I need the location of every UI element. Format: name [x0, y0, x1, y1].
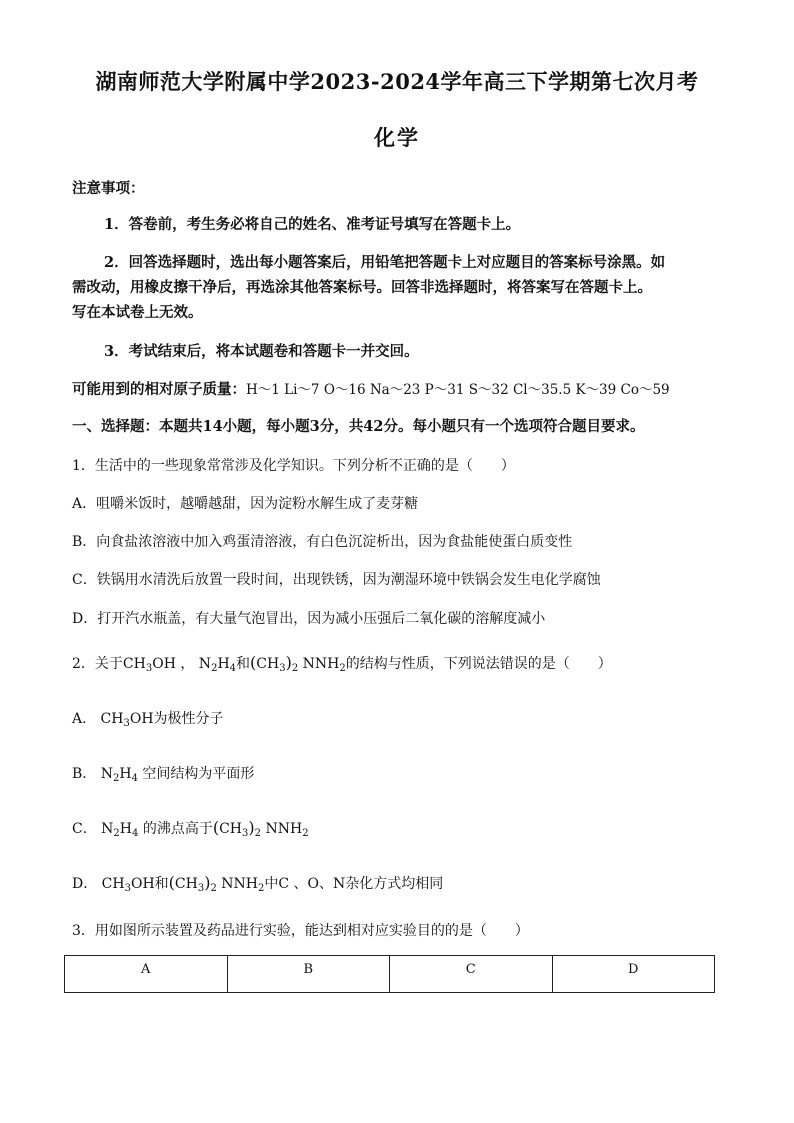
notice-item-3: 3．考试结束后，将本试题卷和答题卡一并交回。 — [104, 343, 419, 360]
q2-option-a-text: 为极性分子 — [153, 711, 224, 727]
table-cell-c: C — [390, 956, 553, 993]
q2-option-c: C． $N_2H_4$ 的沸点高于$(CH_3)_2$ $NNH_2$ — [72, 818, 309, 839]
q2-option-c-text: 的沸点高于 — [142, 821, 213, 837]
subject-title: 化学 — [374, 125, 420, 150]
q2-stem: 2．关于$CH_3OH$ ， $N_2H_4$和$(CH_3)_2$ $NNH_2$的结构与性质，下列说法错误的是（ ） — [72, 653, 612, 674]
exam-title: 湖南师范大学附属中学2023-2024学年高三下学期第七次月考 — [95, 69, 699, 94]
q3-stem: 3．用如图所示装置及药品进行实验，能达到相对应实验目的的是（ ） — [72, 923, 529, 939]
q1-option-d: D．打开汽水瓶盖，有大量气泡冒出，因为减小压强后二氧化碳的溶解度减小 — [72, 611, 546, 627]
section-1-heading: 一、选择题：本题共14小题，每小题3分，共42分。每小题只有一个选项符合题目要求。 — [72, 418, 645, 435]
table-cell-d: D — [552, 956, 715, 993]
notice-item-2-line-1: 2．回答选择题时，选出每小题答案后，用铅笔把答题卡上对应题目的答案标号涂黑。如 — [104, 254, 666, 271]
q2-stem-suffix: 的结构与性质，下列说法错误的是（ ） — [345, 656, 612, 672]
q2-option-d: D． $CH_3OH$和$(CH_3)_2$ $NNH_2$中C 、O、N杂化方式均相同 — [72, 873, 444, 894]
q1-option-b: B．向食盐浓溶液中加入鸡蛋清溶液，有白色沉淀析出，因为食盐能使蛋白质变性 — [72, 534, 573, 550]
notice-item-2-line-2: 需改动，用橡皮擦干净后，再选涂其他答案标号。回答非选择题时，将答案写在答题卡上。 — [72, 279, 652, 296]
table-cell-a: A — [65, 956, 228, 993]
q2-option-a: A． $CH_3OH$为极性分子 — [72, 711, 224, 729]
atomic-masses — [72, 378, 670, 399]
atomic-masses-values: H～1 Li～7 O～16 Na～23 P～31 S～32 Cl～35.5 K～39 Co～59 — [246, 382, 670, 398]
table-row — [65, 956, 715, 993]
q2-option-b: B． $N_2H_4$ 空间结构为平面形 — [72, 766, 255, 784]
atomic-masses-label: 可能用到的相对原子质量： — [72, 381, 246, 398]
notice-item-2-line-3: 写在本试卷上无效。 — [72, 304, 203, 321]
q2-stem-prefix: 2．关于 — [72, 656, 123, 672]
q1-option-c: C．铁锅用水清洗后放置一段时间，出现铁锈，因为潮湿环境中铁锅会发生电化学腐蚀 — [72, 572, 601, 588]
q2-option-b-text: 空间结构为平面形 — [142, 766, 255, 782]
notice-item-1: 1．答卷前，考生务必将自己的姓名、准考证号填写在答题卡上。 — [104, 216, 521, 233]
q2-option-d-text: 中C 、O、N杂化方式均相同 — [264, 876, 444, 892]
q1-option-a: A．咀嚼米饭时，越嚼越甜，因为淀粉水解生成了麦芽糖 — [72, 496, 419, 512]
table-cell-b: B — [227, 956, 390, 993]
notice-heading: 注意事项： — [72, 180, 145, 197]
q1-stem: 1．生活中的一些现象常常涉及化学知识。下列分析不正确的是（ ） — [72, 458, 515, 474]
q3-options-table — [64, 955, 715, 993]
